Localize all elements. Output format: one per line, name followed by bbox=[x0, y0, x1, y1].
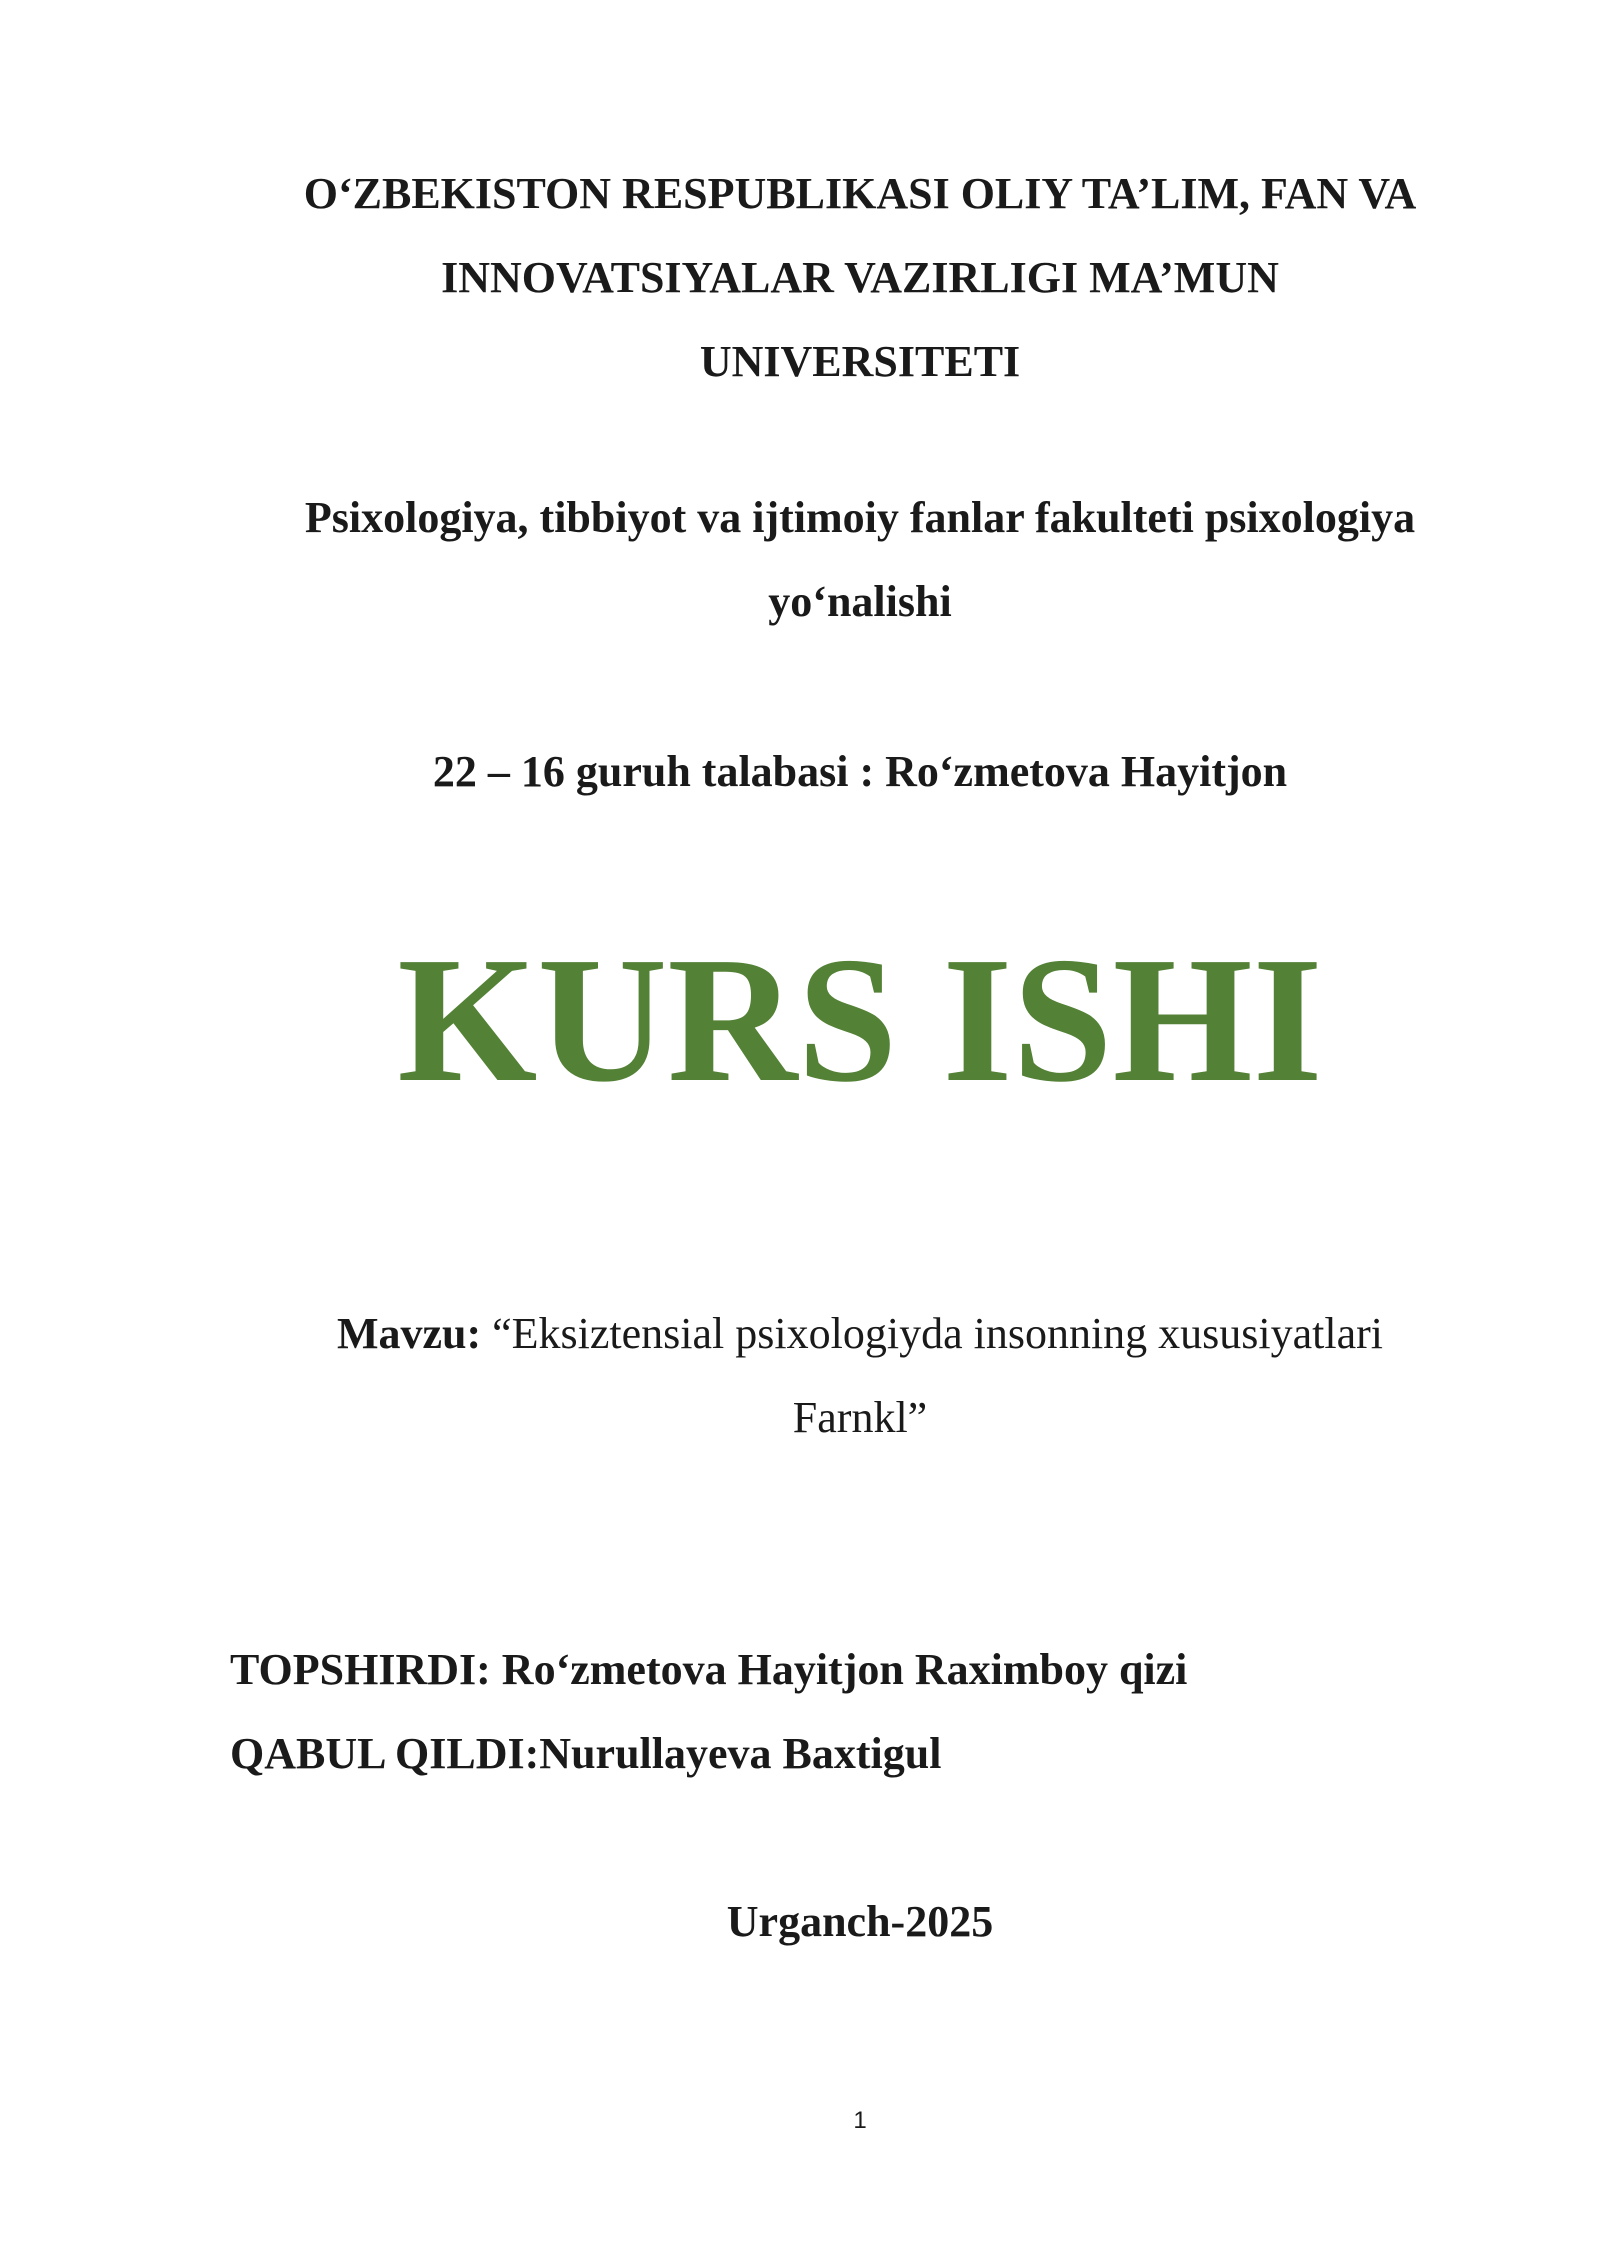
accepted-by: QABUL QILDI:Nurullayeva Baxtigul bbox=[230, 1729, 942, 1778]
topic-line-2: Farnkl” bbox=[792, 1393, 928, 1442]
topic-text: “Eksiztensial psixologiyda insonning xususiyatlari bbox=[481, 1309, 1384, 1358]
topic-label: Mavzu: bbox=[336, 1309, 482, 1358]
ministry-heading-line: INNOVATSIYALAR VAZIRLIGI MA’MUN bbox=[441, 253, 1279, 302]
faculty-heading-line: Psixologiya, tibbiyot va ijtimoiy fanlar fakulteti psixologiya bbox=[304, 493, 1416, 542]
faculty-heading bbox=[220, 476, 1500, 644]
ministry-heading bbox=[220, 152, 1500, 404]
page-number: 1 bbox=[853, 2107, 867, 2134]
submitted-by: TOPSHIRDI: Ro‘zmetova Hayitjon Raximboy qizi bbox=[230, 1645, 1188, 1694]
city-year: Urganch-2025 bbox=[726, 1897, 994, 1946]
ministry-heading-line: O‘ZBEKISTON RESPUBLIKASI OLIY TA’LIM, FAN VA bbox=[303, 169, 1417, 218]
topic-line-1 bbox=[220, 1292, 1500, 1376]
topic-block bbox=[220, 1292, 1500, 1460]
document-title: KURS ISHI bbox=[397, 920, 1323, 1119]
student-info: 22 – 16 guruh talabasi : Ro‘zmetova Hayitjon bbox=[432, 747, 1288, 796]
faculty-heading-line: yo‘nalishi bbox=[768, 577, 952, 626]
credits-block bbox=[230, 1628, 1430, 1796]
ministry-heading-line: UNIVERSITETI bbox=[699, 337, 1021, 386]
